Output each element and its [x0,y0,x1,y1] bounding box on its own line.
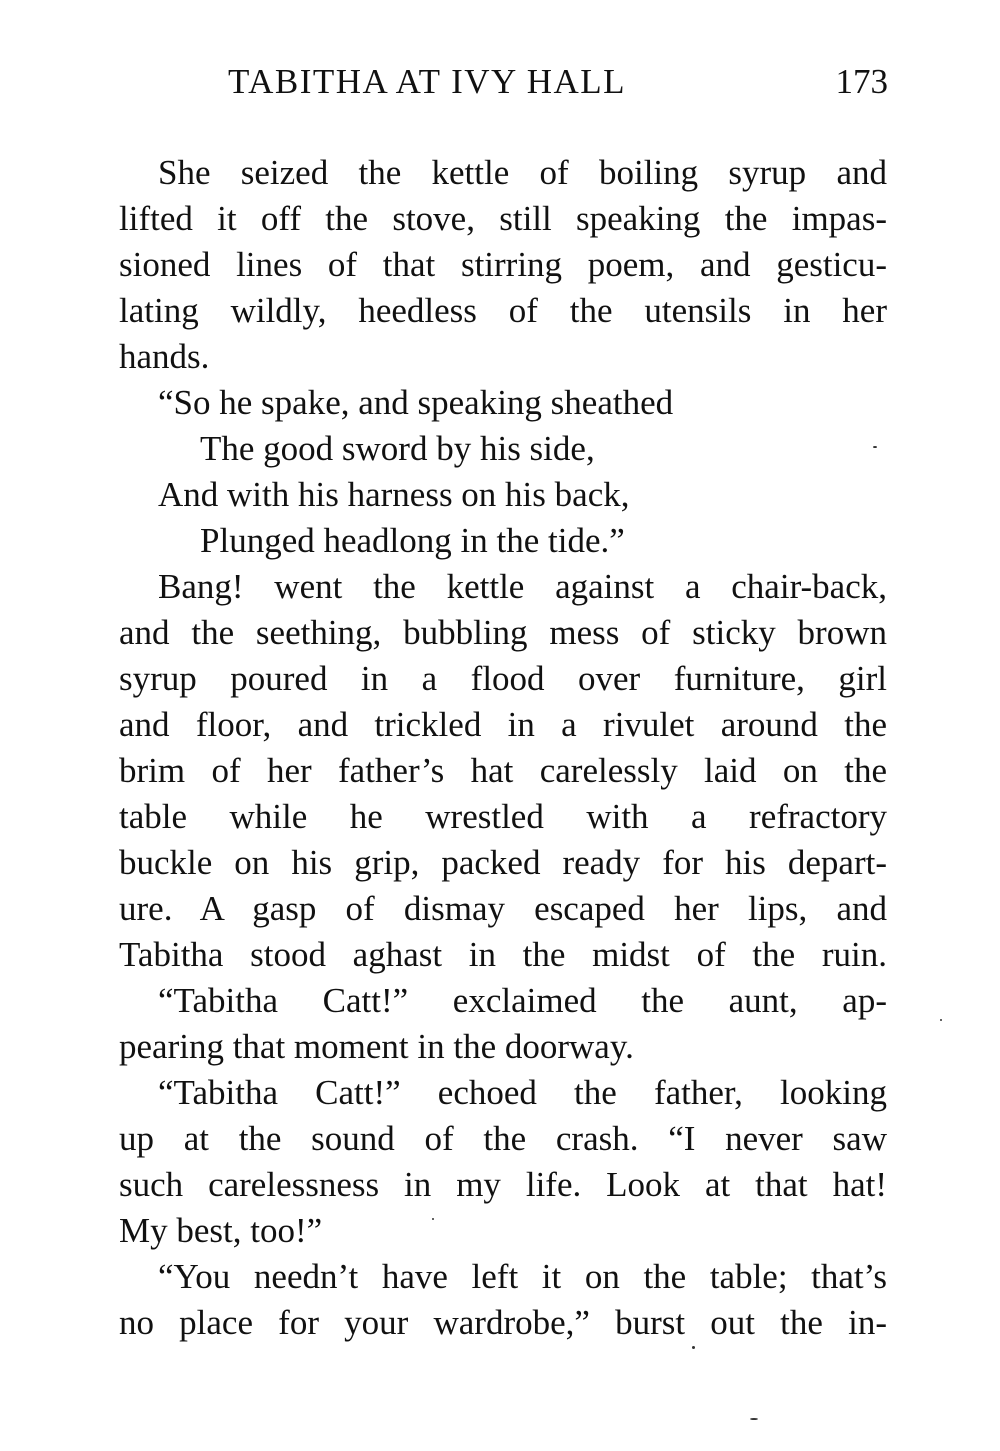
ink-speck [432,1218,434,1220]
text-line: lating wildly, heedless of the utensils in her [119,291,887,330]
text-line: “Tabitha Catt!” echoed the father, looking [158,1073,887,1112]
text-line: syrup poured in a flood over furniture, girl [119,659,887,698]
text-line: pearing that moment in the doorway. [119,1027,634,1066]
running-title: TABITHA AT IVY HALL [228,62,627,101]
page-number: 173 [835,62,888,101]
text-line: table while he wrestled with a refractory [119,797,887,836]
text-line: She seized the kettle of boiling syrup and [158,153,887,192]
text-line: Tabitha stood aghast in the midst of the ruin. [119,935,887,974]
text-line: brim of her father’s hat carelessly laid on the [119,751,887,790]
ink-speck [750,1418,758,1420]
text-line: hands. [119,337,210,376]
ink-speck [873,446,877,448]
text-line: sioned lines of that stirring poem, and gesticu- [119,245,887,284]
verse-line: “So he spake, and speaking sheathed [158,383,674,422]
text-line: and floor, and trickled in a rivulet around the [119,705,887,744]
text-line: buckle on his grip, packed ready for his depart- [119,843,887,882]
text-line: My best, too!” [119,1211,323,1250]
text-line: such carelessness in my life. Look at that hat! [119,1165,887,1204]
text-line: no place for your wardrobe,” burst out the in- [119,1303,887,1342]
verse-line: Plunged headlong in the tide.” [200,521,625,560]
ink-speck [940,1019,942,1021]
page-header [228,62,888,112]
verse-line: The good sword by his side, [200,429,595,468]
text-line: “You needn’t have left it on the table; that’s [158,1257,887,1296]
verse-line: And with his harness on his back, [158,475,630,514]
text-line: lifted it off the stove, still speaking the impas- [119,199,887,238]
text-line: and the seething, bubbling mess of sticky brown [119,613,887,652]
text-line: “Tabitha Catt!” exclaimed the aunt, ap- [158,981,887,1020]
text-line: up at the sound of the crash. “I never saw [119,1119,887,1158]
text-line: Bang! went the kettle against a chair-back, [158,567,887,606]
ink-speck [692,1346,695,1349]
text-line: ure. A gasp of dismay escaped her lips, and [119,889,887,928]
